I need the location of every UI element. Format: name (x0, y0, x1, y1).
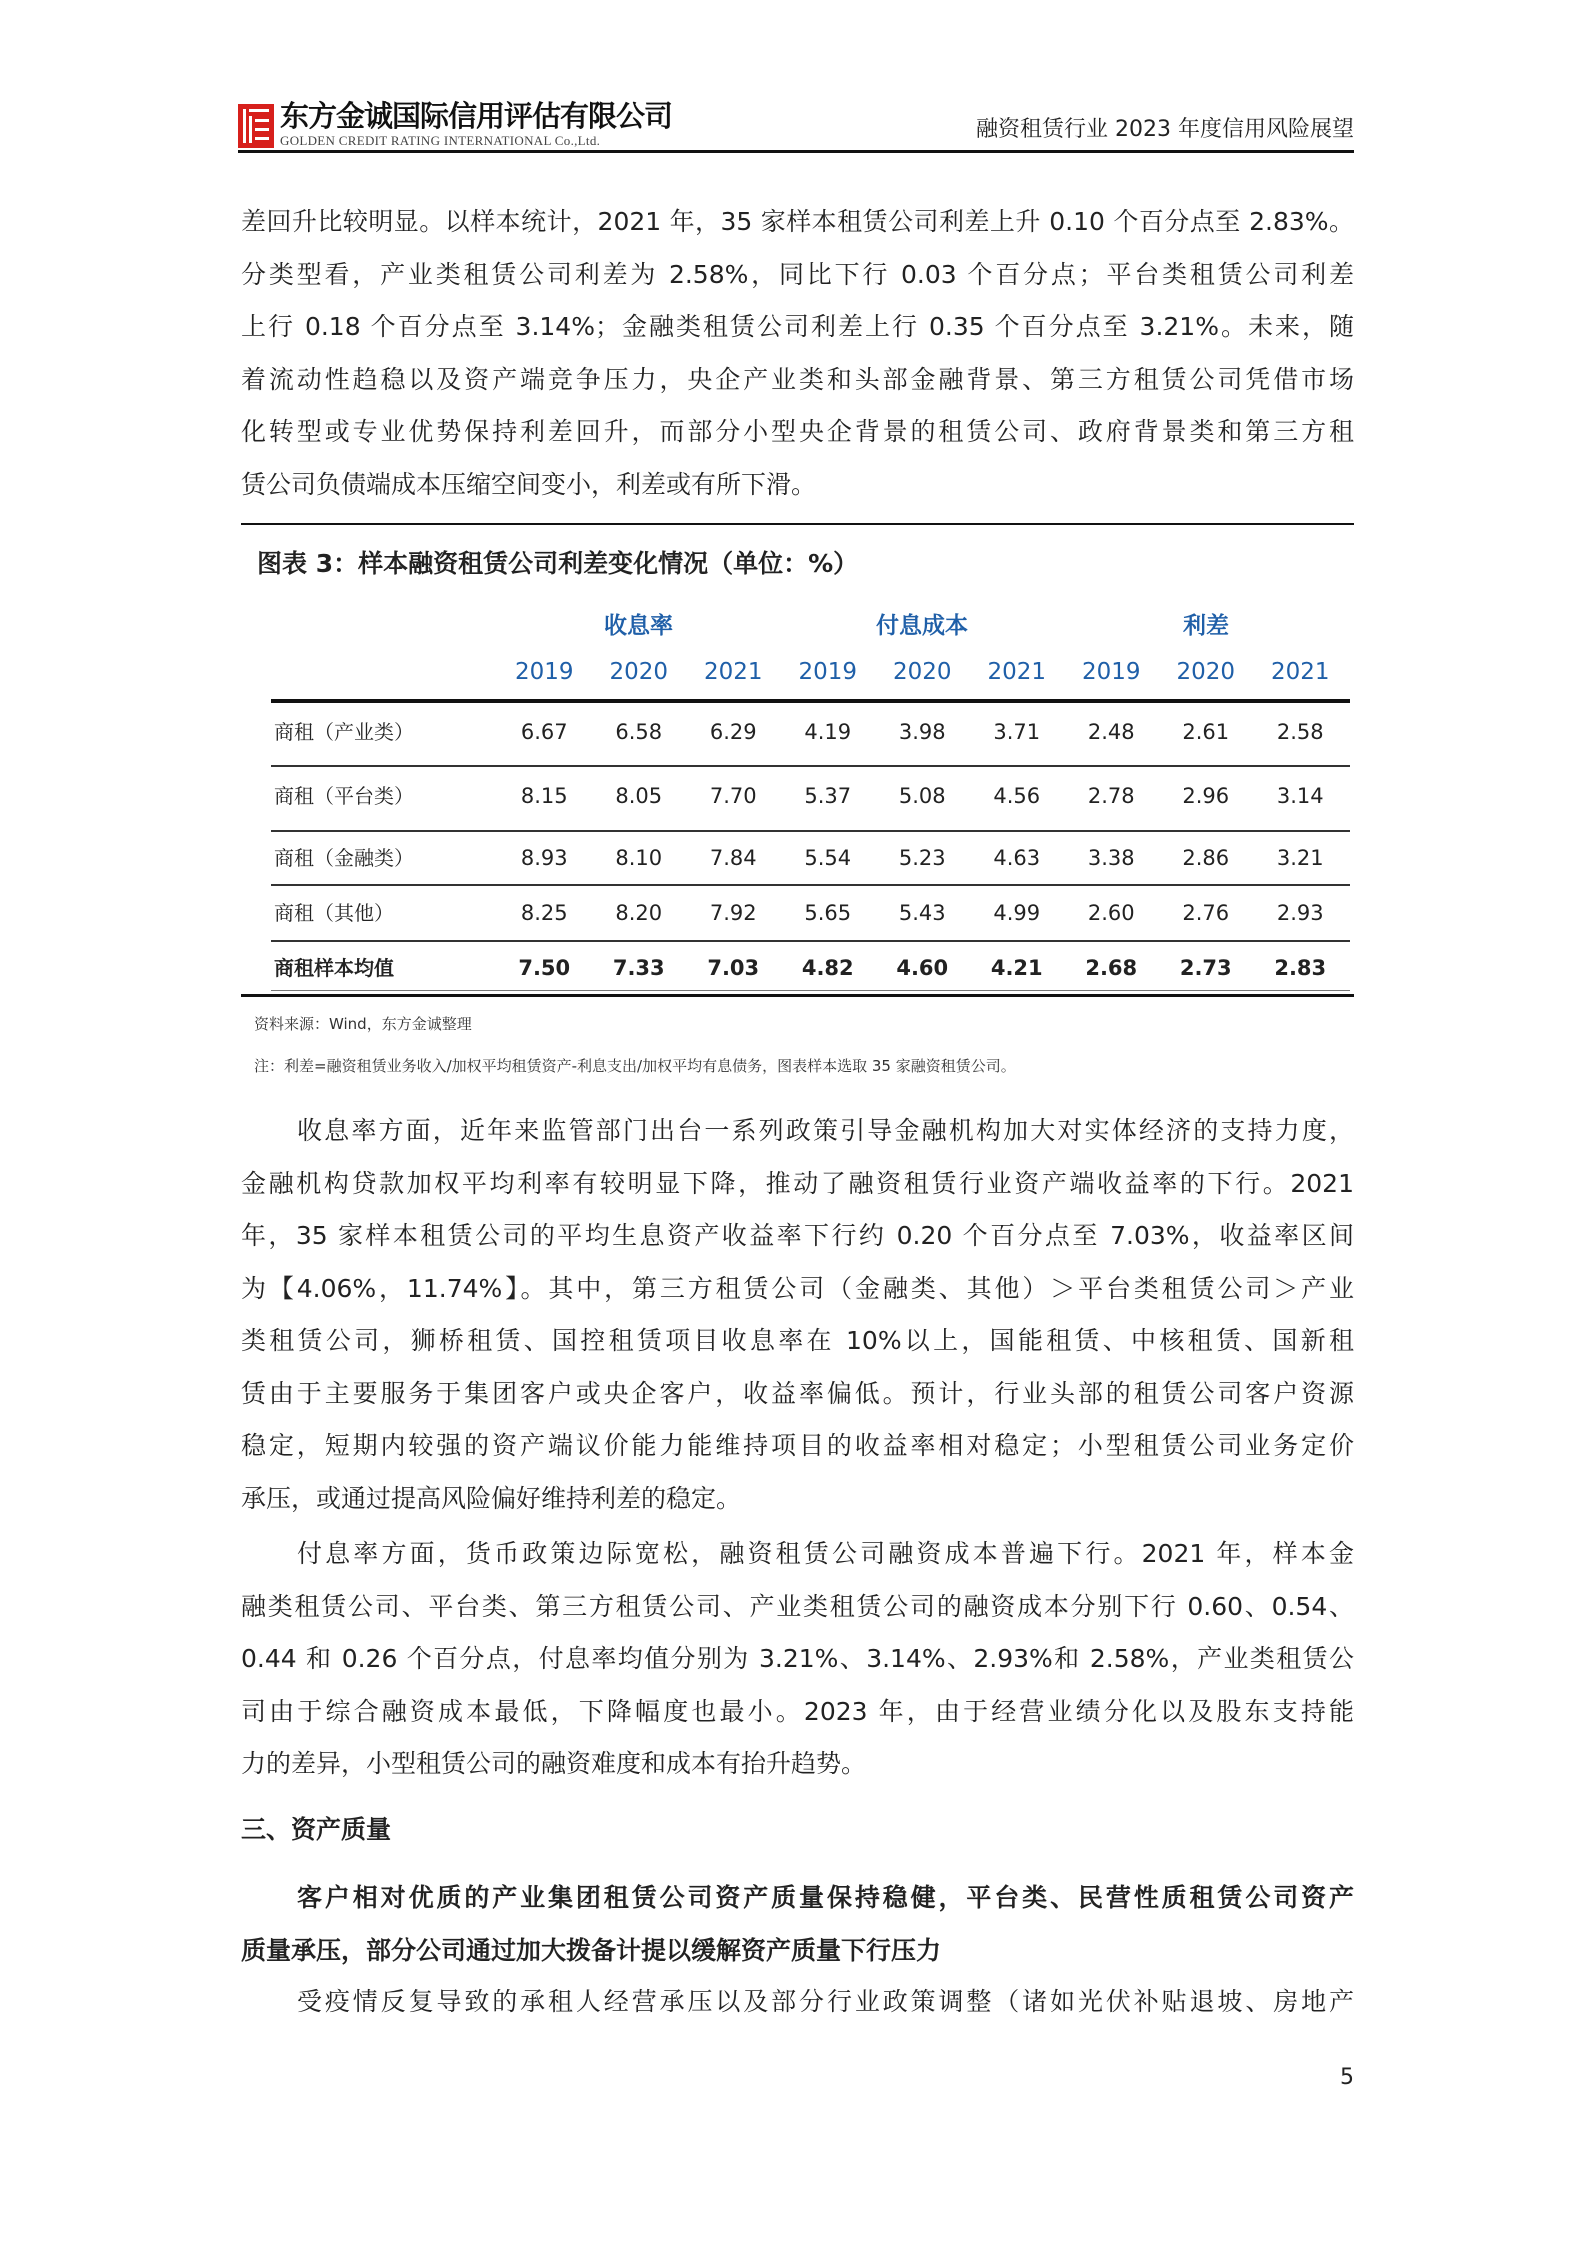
row-divider (271, 884, 1350, 886)
table-cell: 2.48 (1087, 720, 1135, 744)
table-top-rule (241, 523, 1354, 525)
table-cell: 8.20 (615, 901, 663, 925)
table-cell: 2.86 (1182, 846, 1230, 870)
text-line: 付息率方面，货币政策边际宽松，融资租赁公司融资成本普遍下行。2021 年，样本金 (297, 1539, 1354, 1568)
year-header: 2021 (1270, 659, 1330, 685)
table-cell: 8.25 (520, 901, 568, 925)
text-line: 赁由于主要服务于集团客户或央企客户，收益率偏低。预计，行业头部的租赁公司客户资源 (241, 1378, 1354, 1408)
text-line: 差回升比较明显。以样本统计，2021 年，35 家样本租赁公司利差上升 0.10 个百分点至 2.83%。 (241, 207, 1354, 236)
row-label: 商租（平台类） (274, 784, 414, 808)
row-label: 商租（金融类） (274, 846, 414, 870)
table-row (0, 843, 1586, 873)
table-cell: 5.43 (898, 901, 946, 925)
table-cell: 3.21 (1276, 846, 1324, 870)
table-cell: 2.73 (1179, 956, 1232, 980)
text-line: 司由于综合融资成本最低，下降幅度也最小。2023 年，由于经营业绩分化以及股东支持能 (241, 1696, 1354, 1726)
table-cell: 2.68 (1085, 956, 1138, 980)
row-label: 商租（产业类） (274, 720, 414, 744)
year-header: 2021 (703, 659, 763, 685)
table-cell: 7.33 (612, 956, 665, 980)
text-line: 类租赁公司，狮桥租赁、国控租赁项目收息率在 10%以上，国能租赁、中核租赁、国新租 (241, 1326, 1354, 1355)
section-heading-text: 三、资产质量 (241, 1815, 392, 1844)
table-cell: 4.21 (990, 956, 1043, 980)
paragraph-3 (241, 1528, 1354, 1791)
text-line: 化转型或专业优势保持利差回升，而部分小型央企背景的租赁公司、政府背景类和第三方租 (241, 417, 1354, 446)
row-label: 商租（其他） (274, 901, 394, 925)
group-header-cost: 付息成本 (876, 613, 968, 639)
text-line: 力的差异，小型租赁公司的融资难度和成本有抬升趋势。 (241, 1749, 867, 1778)
table-cell: 2.76 (1182, 901, 1230, 925)
table-note: 注：利差=融资租赁业务收入/加权平均租赁资产-利息支出/加权平均有息债务，图表样本选取 35 家融资租赁公司。 (254, 1057, 1016, 1075)
year-header: 2021 (987, 659, 1047, 685)
table-caption: 图表 3：样本融资租赁公司利差变化情况（单位：%） (257, 549, 859, 578)
page-number: 5 (1340, 2065, 1354, 2090)
text-line: 融类租赁公司、平台类、第三方租赁公司、产业类租赁公司的融资成本分别下行 0.60、0.54、 (241, 1591, 1354, 1621)
bold-paragraph (241, 1872, 1354, 1977)
company-name-cn: 东方金诚国际信用评估有限公司 (280, 99, 673, 133)
table-cell: 8.93 (520, 846, 568, 870)
table-cell: 2.78 (1087, 784, 1135, 808)
table-cell: 8.10 (615, 846, 663, 870)
table-cell: 6.58 (615, 720, 663, 744)
table-cell: 3.98 (898, 720, 946, 744)
table-cell: 2.96 (1182, 784, 1230, 808)
table-cell: 8.15 (520, 784, 568, 808)
table-bottom-inner-rule (271, 990, 1350, 991)
table-cell: 7.84 (709, 846, 757, 870)
table-cell: 2.93 (1276, 901, 1324, 925)
text-line: 承压，或通过提高风险偏好维持利差的稳定。 (241, 1483, 742, 1513)
text-line: 上行 0.18 个百分点至 3.14%；金融类租赁公司利差上行 0.35 个百分点至 3.21%。未来，随 (241, 312, 1354, 341)
table-row (0, 781, 1586, 811)
text-line: 稳定，短期内较强的资产端议价能力能维持项目的收益率相对稳定；小型租赁公司业务定价 (241, 1431, 1354, 1460)
text-line: 客户相对优质的产业集团租赁公司资产质量保持稳健，平台类、民营性质租赁公司资产 (297, 1883, 1354, 1912)
table-cell: 4.60 (896, 956, 949, 980)
year-header: 2020 (609, 659, 669, 685)
table-cell: 3.71 (993, 720, 1041, 744)
year-header-row (0, 657, 1586, 687)
row-divider (271, 940, 1350, 942)
table-cell: 3.14 (1276, 784, 1324, 808)
text-line: 赁公司负债端成本压缩空间变小，利差或有所下滑。 (241, 469, 817, 499)
table-cell: 2.83 (1274, 956, 1327, 980)
text-line: 分类型看，产业类租赁公司利差为 2.58%，同比下行 0.03 个百分点；平台类租赁公司利差 (241, 259, 1354, 289)
text-line: 年，35 家样本租赁公司的平均生息资产收益率下行约 0.20 个百分点至 7.03%，收益率区间 (241, 1221, 1354, 1250)
table-row (0, 898, 1586, 928)
row-divider (271, 765, 1350, 767)
table-cell: 5.08 (898, 784, 946, 808)
text-line: 0.44 和 0.26 个百分点，付息率均值分别为 3.21%、3.14%、2.93%和 2.58%，产业类租赁公 (241, 1644, 1354, 1673)
table-cell: 2.61 (1182, 720, 1230, 744)
table-cell: 6.67 (520, 720, 568, 744)
table-cell: 4.82 (801, 956, 854, 980)
table-cell: 4.56 (993, 784, 1041, 808)
row-divider (271, 830, 1350, 832)
table-cell: 5.37 (804, 784, 852, 808)
text-line: 金融机构贷款加权平均利率有较明显下降，推动了融资租赁行业资产端收益率的下行。2021 (241, 1168, 1354, 1198)
paragraph-2 (241, 1105, 1354, 1525)
text-line: 为【4.06%，11.74%】。其中，第三方租赁公司（金融类、其他）＞平台类租赁公司＞产业 (241, 1273, 1354, 1303)
table-cell: 4.99 (993, 901, 1041, 925)
table-cell: 7.70 (709, 784, 757, 808)
table-cell: 7.50 (518, 956, 571, 980)
table-cell: 8.05 (615, 784, 663, 808)
text-line: 着流动性趋稳以及资产端竞争压力，央企产业类和头部金融背景、第三方租赁公司凭借市场 (241, 364, 1354, 394)
table-bottom-rule (241, 994, 1354, 997)
year-header: 2020 (892, 659, 952, 685)
table-cell: 2.60 (1087, 901, 1135, 925)
table-source: 资料来源：Wind，东方金诚整理 (254, 1015, 472, 1033)
year-header: 2019 (1081, 659, 1141, 685)
header-rule (271, 699, 1350, 703)
header-divider (238, 150, 1354, 153)
group-header-spread: 利差 (1183, 613, 1229, 639)
table-cell: 3.38 (1087, 846, 1135, 870)
table-cell: 5.65 (804, 901, 852, 925)
row-label: 商租样本均值 (274, 956, 394, 980)
table-cell: 7.92 (709, 901, 757, 925)
text-line: 受疫情反复导致的承租人经营承压以及部分行业政策调整（诸如光伏补贴退坡、房地产 (297, 1987, 1354, 2016)
table-cell: 4.19 (804, 720, 852, 744)
table-row (0, 717, 1586, 747)
year-header: 2019 (798, 659, 858, 685)
table-cell: 6.29 (709, 720, 757, 744)
text-line: 质量承压，部分公司通过加大拨备计提以缓解资产质量下行压力 (241, 1935, 942, 1965)
table-row-average (0, 953, 1586, 983)
table-cell: 5.23 (898, 846, 946, 870)
year-header: 2020 (1176, 659, 1236, 685)
table-cell: 2.58 (1276, 720, 1324, 744)
text-line: 收息率方面，近年来监管部门出台一系列政策引导金融机构加大对实体经济的支持力度， (297, 1116, 1354, 1145)
paragraph-1 (241, 196, 1354, 511)
company-name-en: GOLDEN CREDIT RATING INTERNATIONAL Co.,Ltd. (280, 133, 601, 148)
paragraph-4 (241, 1976, 1354, 2029)
table-cell: 7.03 (707, 956, 760, 980)
section-heading (241, 1804, 1354, 1857)
table-cell: 5.54 (804, 846, 852, 870)
group-header-yield: 收息率 (604, 613, 673, 639)
year-header: 2019 (514, 659, 574, 685)
company-logo-icon (238, 104, 274, 148)
report-title: 融资租赁行业 2023 年度信用风险展望 (976, 117, 1354, 142)
table-cell: 4.63 (993, 846, 1041, 870)
